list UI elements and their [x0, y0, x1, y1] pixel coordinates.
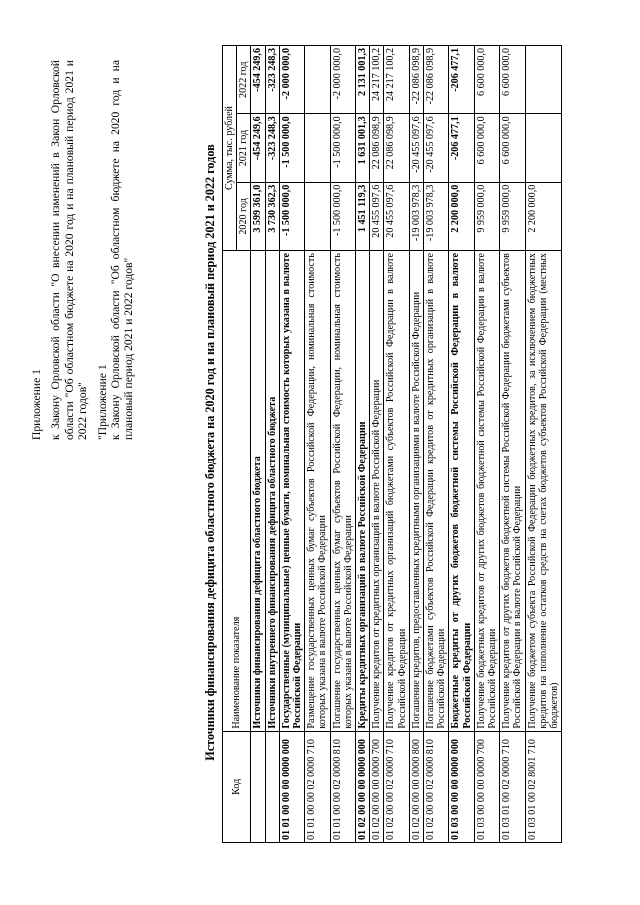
row-value-2022: -206 477,1 — [449, 46, 474, 114]
row-value-2020 — [305, 182, 330, 250]
appendix-line-3: "Приложение 1 — [95, 364, 109, 440]
row-name: Размещение государственных ценных бумаг субъектов Российской Федерации, номинальная стоимость которых указана в валюте Российской Федерации — [305, 251, 330, 732]
row-code: 01 02 00 00 02 0000 810 — [424, 731, 449, 842]
row-value-2022: -22 086 098,9 — [424, 46, 449, 114]
row-code: 01 02 00 00 00 0000 700 — [370, 731, 384, 842]
row-value-2022: 6 600 000,0 — [474, 46, 499, 114]
row-value-2021: -323 248,3 — [265, 114, 279, 182]
row-value-2020: 2 200 000,0 — [525, 182, 562, 250]
row-code: 01 03 01 00 02 8001 710 — [525, 731, 562, 842]
row-code: 01 03 00 00 00 0000 700 — [474, 731, 499, 842]
row-value-2020: -1 500 000,0 — [279, 182, 304, 250]
row-value-2022: -454 249,6 — [251, 46, 265, 114]
table-row — [424, 46, 449, 843]
row-name: Погашение государственных ценных бумаг субъектов Российской Федерации, номинальная стоимость которых указана в валюте Российской Федерации — [330, 251, 355, 732]
table-row — [330, 46, 355, 843]
table-row — [384, 46, 409, 843]
table-row — [356, 46, 370, 843]
row-code — [265, 731, 279, 842]
row-value-2022: 2 131 001,3 — [356, 46, 370, 114]
row-code: 01 01 00 00 02 0000 810 — [330, 731, 355, 842]
appendix-block — [30, 60, 142, 440]
row-value-2021: -454 249,6 — [251, 114, 265, 182]
table-row — [409, 46, 423, 843]
table-row — [305, 46, 330, 843]
row-name: Источники финансирования дефицита областного бюджета — [251, 251, 265, 732]
row-value-2020: 9 959 000,0 — [474, 182, 499, 250]
table-row — [500, 46, 525, 843]
row-value-2020: 3 599 361,0 — [251, 182, 265, 250]
row-name: Погашение кредитов, предоставленных кредитными организациями в валюте Российской Федерации — [409, 251, 423, 732]
row-value-2021: -20 455 097,6 — [409, 114, 423, 182]
row-value-2021 — [305, 114, 330, 182]
header-sum: Сумма, тыс. рублей — [223, 46, 237, 251]
row-value-2022: 24 217 100,2 — [370, 46, 384, 114]
row-value-2021: -206 477,1 — [449, 114, 474, 182]
row-value-2021: -20 455 097,6 — [424, 114, 449, 182]
sources-table — [222, 45, 562, 843]
row-value-2021: -1 500 000,0 — [279, 114, 304, 182]
row-name: Получение бюджетных кредитов от других бюджетов бюджетной системы Российской Федерации в валюте Российской Федерации — [474, 251, 499, 732]
row-code — [251, 731, 265, 842]
row-code: 01 03 01 00 02 0000 710 — [500, 731, 525, 842]
table-row — [279, 46, 304, 843]
row-name: Кредиты кредитных организаций в валюте Российской Федерации — [356, 251, 370, 732]
row-name: Государственные (муниципальные) ценные бумаги, номинальная стоимость которых указана в валюте Российской Федерации — [279, 251, 304, 732]
row-value-2022: 6 600 000,0 — [500, 46, 525, 114]
row-value-2021: 22 086 098,9 — [370, 114, 384, 182]
table-row — [525, 46, 562, 843]
row-value-2020: -1 500 000,0 — [330, 182, 355, 250]
row-value-2021: -1 500 000,0 — [330, 114, 355, 182]
row-value-2021: 1 631 001,3 — [356, 114, 370, 182]
table-header-row — [223, 46, 237, 843]
row-value-2020: -19 003 978,3 — [409, 182, 423, 250]
row-name: Бюджетные кредиты от других бюджетов бюджетной системы Российской Федерации в валюте Российской Федерации — [449, 251, 474, 732]
row-value-2020: -19 003 978,3 — [424, 182, 449, 250]
row-name: Источники внутреннего финансирования дефицита областного бюджета — [265, 251, 279, 732]
row-name: Погашение бюджетами субъектов Российской Федерации кредитов от кредитных организаций в валюте Российской Федерации — [424, 251, 449, 732]
table-row — [370, 46, 384, 843]
row-value-2022 — [305, 46, 330, 114]
appendix-line-2: к Закону Орловской области "О внесении изменений в Закон Орловской области "Об областном бюджете на 2020 год и на плановый период 2021 и 2022 годов" — [49, 60, 90, 440]
row-value-2020: 3 730 362,3 — [265, 182, 279, 250]
row-code: 01 01 00 00 02 0000 710 — [305, 731, 330, 842]
row-code: 01 01 00 00 00 0000 000 — [279, 731, 304, 842]
row-code: 01 03 00 00 00 0000 000 — [449, 731, 474, 842]
appendix-line-1: Приложение 1 — [30, 369, 43, 440]
row-value-2021: 6 600 000,0 — [474, 114, 499, 182]
row-value-2020: 20 455 097,6 — [384, 182, 409, 250]
row-value-2022: -2 000 000,0 — [279, 46, 304, 114]
row-value-2022: 24 217 100,2 — [384, 46, 409, 114]
table-row — [474, 46, 499, 843]
row-code: 01 02 00 00 00 0000 800 — [409, 731, 423, 842]
row-code: 01 02 00 00 02 0000 710 — [384, 731, 409, 842]
row-value-2020: 2 200 000,0 — [449, 182, 474, 250]
header-2022: 2022 год — [237, 46, 251, 114]
header-2020: 2020 год — [237, 182, 251, 250]
row-name: Получение бюджетом субъекта Российской Федерации бюджетных кредитов, за исключением бюджетных кредитов на пополнение остатков средств на счетах бюджетов субъектов Российской Федерации (местных бюджетов) — [525, 251, 562, 732]
row-value-2020: 20 455 097,6 — [370, 182, 384, 250]
row-value-2021 — [525, 114, 562, 182]
row-value-2020: 1 451 119,3 — [356, 182, 370, 250]
table-row — [265, 46, 279, 843]
row-name: Получение кредитов от других бюджетов бюджетной системы Российской Федерации бюджетами субъектов Российской Федерации в валюте Российской Федерации — [500, 251, 525, 732]
row-value-2022: -323 248,3 — [265, 46, 279, 114]
row-name: Получение кредитов от кредитных организаций в валюте Российской Федерации — [370, 251, 384, 732]
row-value-2021: 6 600 000,0 — [500, 114, 525, 182]
row-code: 01 02 00 00 00 0000 000 — [356, 731, 370, 842]
row-value-2021: 22 086 098,9 — [384, 114, 409, 182]
header-2021: 2021 год — [237, 114, 251, 182]
header-code: Код — [223, 731, 251, 842]
table-row — [449, 46, 474, 843]
row-value-2022: -2 000 000,0 — [330, 46, 355, 114]
table-row — [251, 46, 265, 843]
row-value-2022 — [525, 46, 562, 114]
row-value-2022: -22 086 098,9 — [409, 46, 423, 114]
appendix-line-4: к Закону Орловской области "Об областном бюджете на 2020 год и на плановый период 2021 и 2022 годов" — [109, 60, 136, 440]
row-value-2020: 9 959 000,0 — [500, 182, 525, 250]
row-name: Получение кредитов от кредитных организаций бюджетами субъектов Российской Федерации в валюте Российской Федерации — [384, 251, 409, 732]
document-title: Источники финансирования дефицита областного бюджета на 2020 год и на плановый период 2021 и 2022 годов — [203, 144, 217, 761]
header-name: Наименование показателя — [223, 251, 251, 732]
